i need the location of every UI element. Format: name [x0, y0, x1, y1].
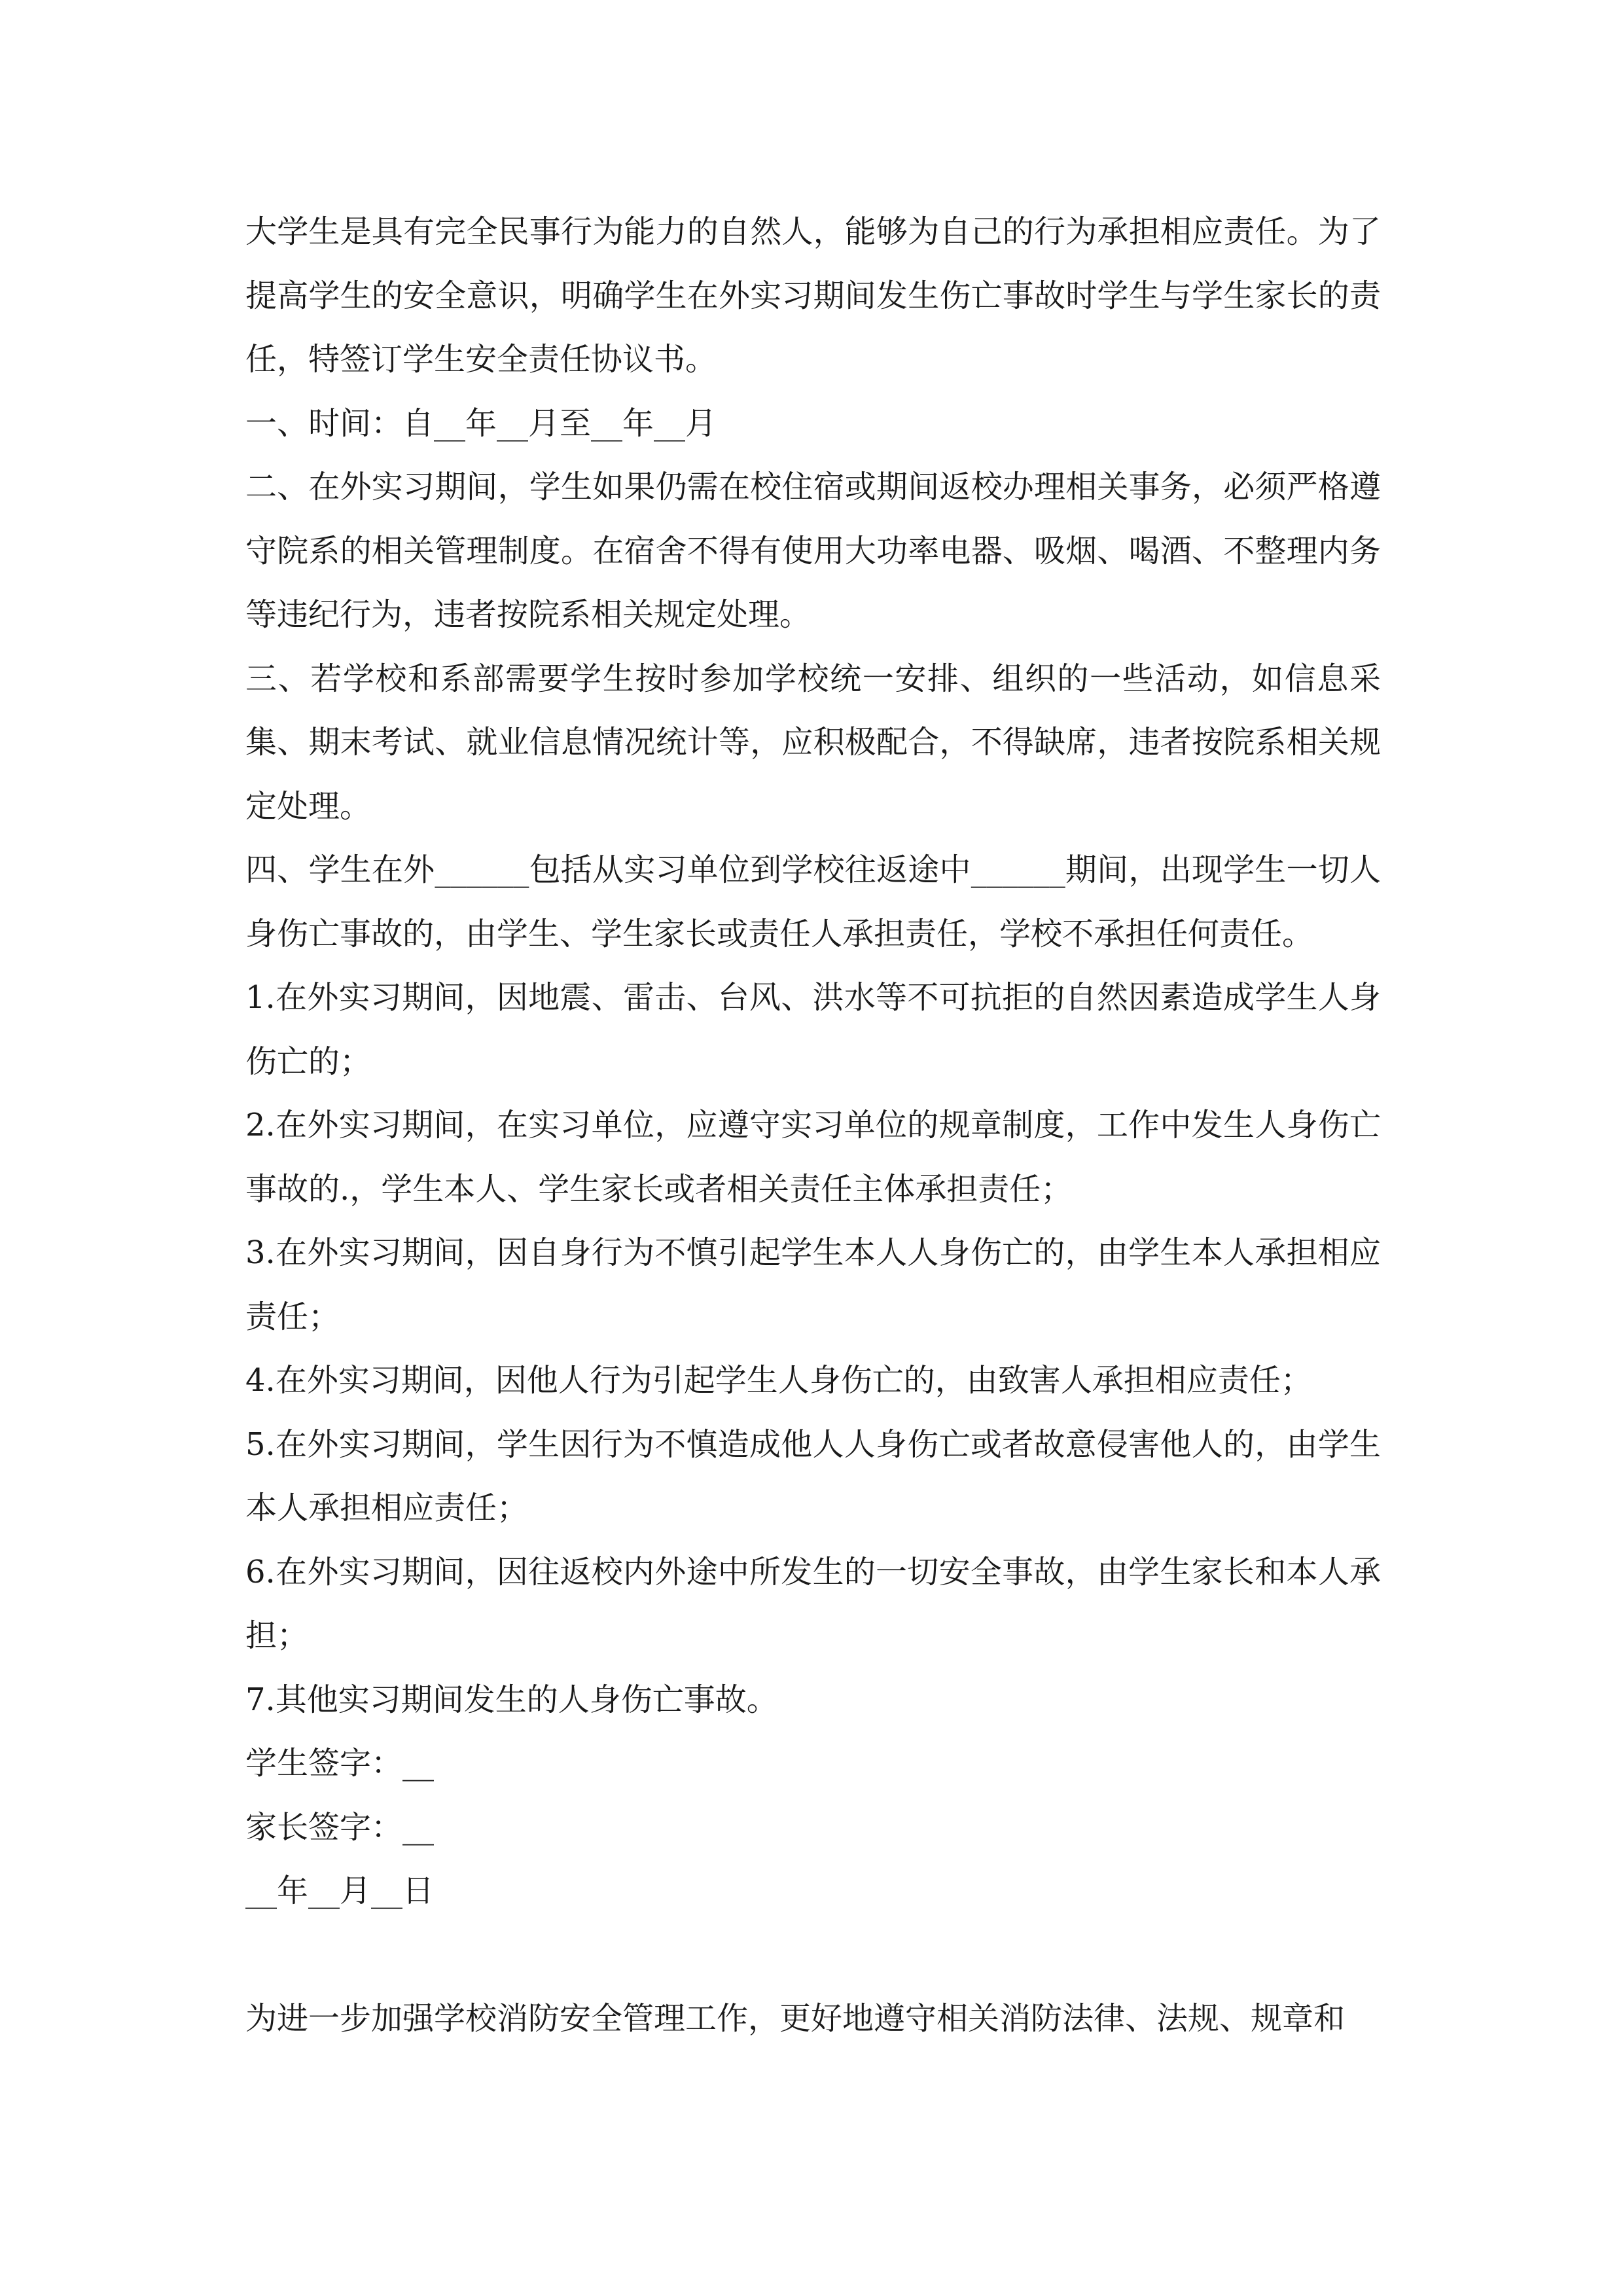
list-item: 5.在外实习期间，学生因行为不慎造成他人人身伤亡或者故意侵害他人的，由学生本人承担相应责任；	[245, 1426, 1381, 1526]
list-item: 3.在外实习期间，因自身行为不慎引起学生本人人身伤亡的，由学生本人承担相应责任；	[245, 1234, 1381, 1335]
clause-dormitory: 二、在外实习期间，学生如果仍需在校住宿或期间返校办理相关事务，必须严格遵守院系的相关管理制度。在宿舍不得有使用大功率电器、吸烟、喝酒、不整理内务等违纪行为，违者按院系相关规定处理。	[245, 469, 1381, 633]
list-item: 1.在外实习期间，因地震、雷击、台风、洪水等不可抗拒的自然因素造成学生人身伤亡的；	[245, 979, 1381, 1080]
clause-time: 一、时间：自__年__月至__年__月	[245, 404, 717, 442]
clause-liability: 四、学生在外______包括从实习单位到学校往返途中______期间，出现学生一切人身伤亡事故的，由学生、学生家长或责任人承担责任，学校不承担任何责任。	[245, 852, 1381, 952]
next-section-paragraph: 为进一步加强学校消防安全管理工作，更好地遵守相关消防法律、法规、规章和	[245, 2000, 1346, 2037]
date-line: __年__月__日	[245, 1873, 435, 1909]
list-item: 7.其他实习期间发生的人身伤亡事故。	[245, 1681, 778, 1718]
intro-paragraph: 大学生是具有完全民事行为能力的自然人，能够为自己的行为承担相应责任。为了提高学生的安全意识，明确学生在外实习期间发生伤亡事故时学生与学生家长的责任，特签订学生安全责任协议书。	[245, 213, 1381, 378]
list-item: 4.在外实习期间，因他人行为引起学生人身伤亡的，由致害人承担相应责任；	[245, 1362, 1312, 1399]
student-signature-line: 学生签字：__	[245, 1745, 435, 1782]
list-item: 6.在外实习期间，因往返校内外途中所发生的一切安全事故，由学生家长和本人承担；	[245, 1553, 1381, 1654]
parent-signature-line: 家长签字：__	[245, 1808, 435, 1846]
clause-activities: 三、若学校和系部需要学生按时参加学校统一安排、组织的一些活动，如信息采集、期末考试、就业信息情况统计等，应积极配合，不得缺席，违者按院系相关规定处理。	[245, 660, 1381, 825]
agreement-body	[245, 200, 1381, 1924]
list-item: 2.在外实习期间，在实习单位，应遵守实习单位的规章制度，工作中发生人身伤亡事故的.，学生本人、学生家长或者相关责任主体承担责任；	[245, 1107, 1381, 1208]
